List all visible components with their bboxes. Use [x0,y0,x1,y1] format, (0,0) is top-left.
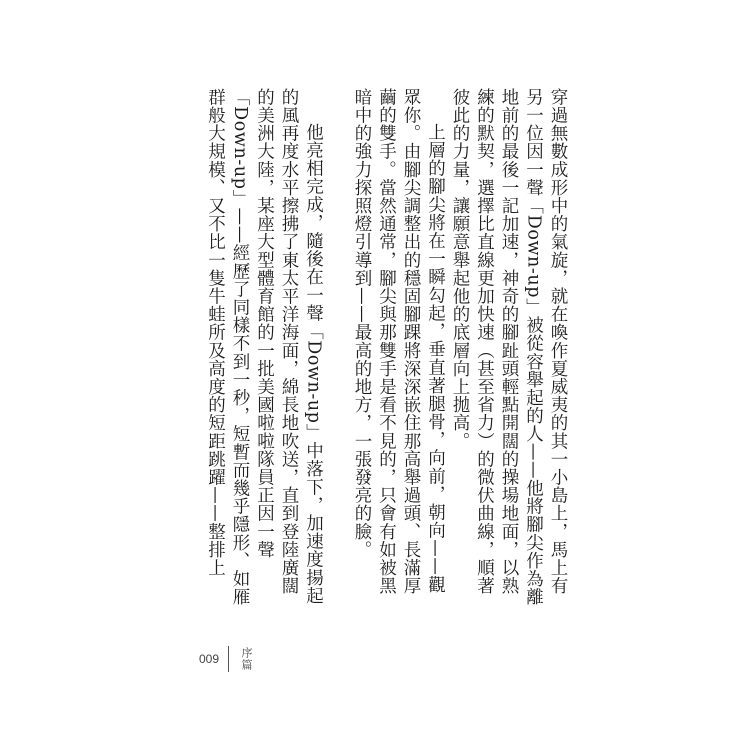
page-footer [199,646,254,672]
paragraph-1: 穿過無數成形中的氣旋，就在喚作夏威夷的其一小島上，馬上有另一位因一聲「Down-up」被從容舉起的人——他將腳尖作為離地前的最後一記加速，神奇的腳趾頭輕點開闊的操場地面，以熟練的默契，選擇比直線更加快速（甚至省力）的微伏曲線，順著彼此的力量，讓願意舉起他的底層向上拋高。 [450,88,568,606]
paragraph-2: 上層的腳尖將在一瞬勾起，垂直著腿骨，向前，朝向——觀眾你。由腳尖調整出的穩固腳踝將深深嵌住那高舉過頭、長滿厚繭的雙手。當然通常，腳尖與那雙手是看不見的，只會有如被黑暗中的強力探照燈引導到——最高的地方，一張發亮的臉。 [352,88,446,595]
vertical-text-body [179,88,570,608]
section-title: 序篇 [240,647,253,671]
page-number: 009 [199,652,220,666]
footer-divider [228,646,229,672]
paragraph-3: 他亮相完成，隨後在一聲「Down-up」中落下，加速度揚起的風再度水平擦拂了東太平洋海面，綿長地吹送，直到登陸廣闊的美洲大陸，某座大型體育館的一批美國啦啦隊員正因一聲「Down-up」——經歷了同樣不到一秒，短暫而幾乎隱形、如雁群般大規模、又不比一隻牛蛙所及高度的短距跳躍——整排上 [205,88,324,606]
